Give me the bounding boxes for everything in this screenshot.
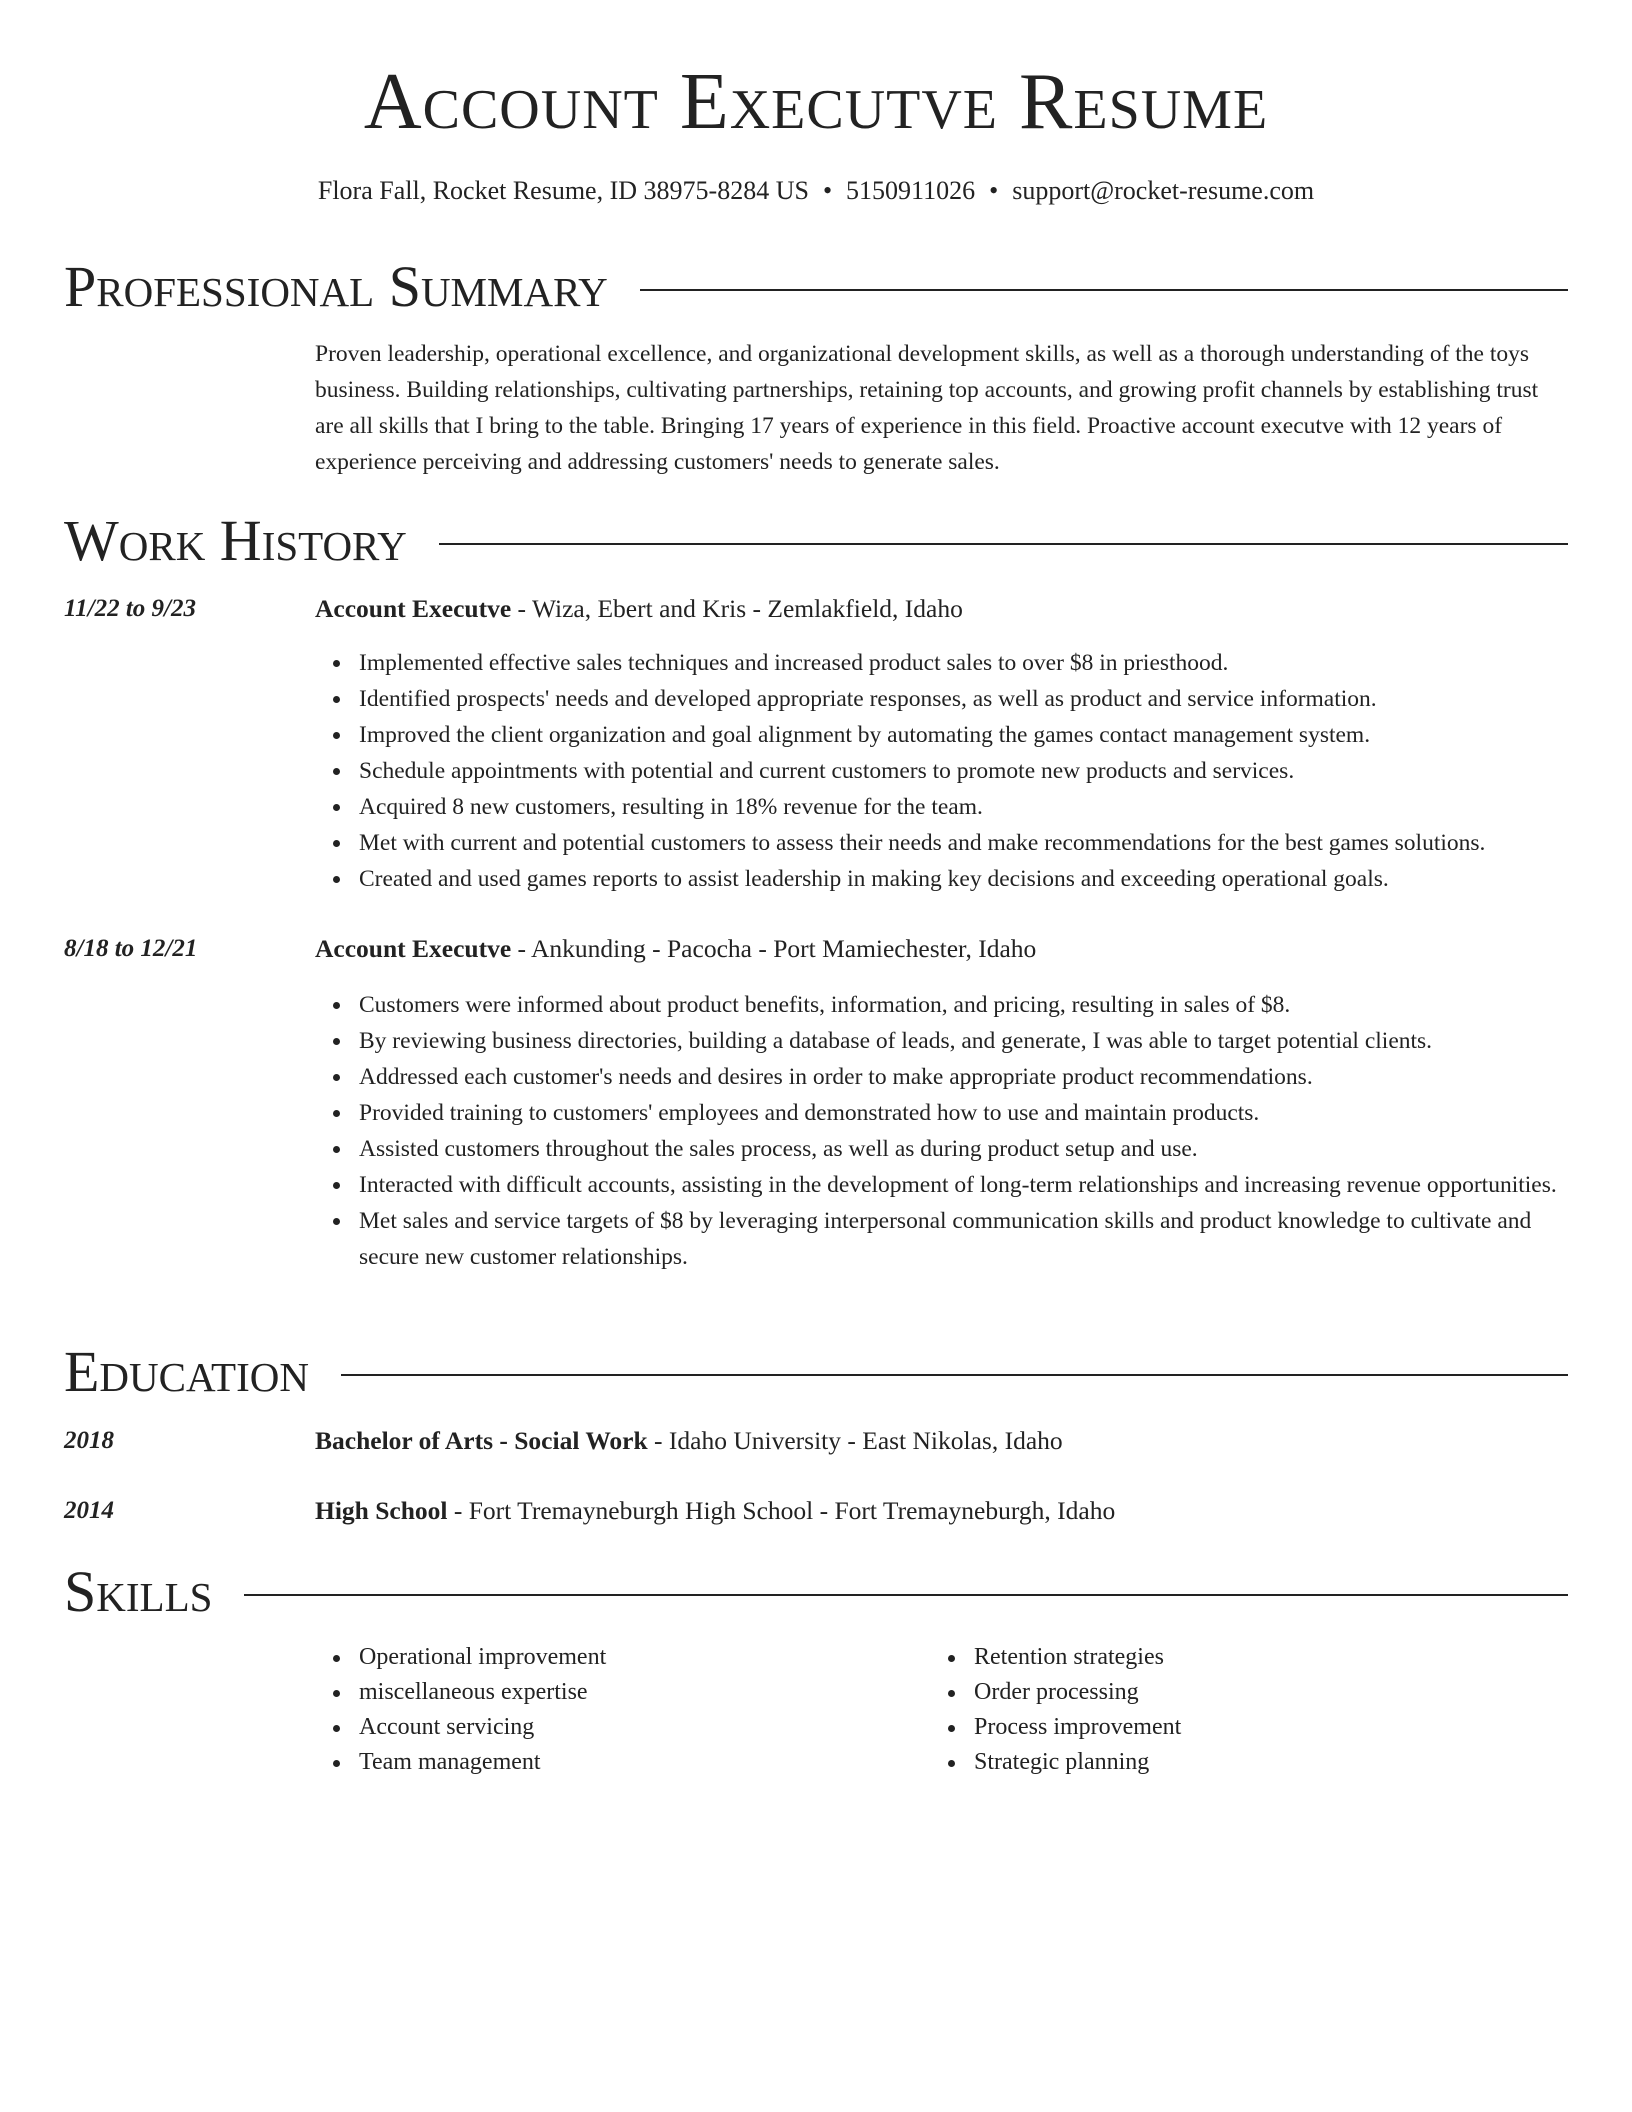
section-divider <box>341 1374 1568 1376</box>
contact-line <box>0 174 1632 208</box>
contact-email: support@rocket-resume.com <box>1012 176 1315 205</box>
education-heading: Education <box>64 1339 309 1404</box>
skill-item: Account servicing <box>359 1710 915 1745</box>
education-1-year: 2018 <box>64 1427 114 1454</box>
section-divider <box>439 543 1568 545</box>
list-item: Implemented effective sales techniques and increased product sales to over $8 in priesthood. <box>359 645 1568 681</box>
list-item: Acquired 8 new customers, resulting in 18% revenue for the team. <box>359 789 1568 825</box>
summary-section-header <box>64 252 1568 322</box>
education-section-header <box>64 1337 1568 1407</box>
job-2-bullets <box>315 987 1568 1275</box>
resume-title: Account Executve Resume <box>363 58 1269 146</box>
skills-section-header <box>64 1557 1568 1627</box>
job-1-details: - Wiza, Ebert and Kris - Zemlakfield, Idaho <box>511 594 963 623</box>
job-2-details: - Ankunding - Pacocha - Port Mamiechester, Idaho <box>511 934 1037 963</box>
section-divider <box>244 1594 1568 1596</box>
section-divider <box>640 289 1568 291</box>
job-2-title: Account Executve <box>315 934 512 963</box>
list-item: Customers were informed about product benefits, information, and pricing, resulting in sales of $8. <box>359 987 1568 1023</box>
skill-item: Operational improvement <box>359 1640 915 1675</box>
work-section-header <box>64 506 1568 576</box>
education-1-entry <box>315 1424 1568 1458</box>
skills-heading: Skills <box>64 1559 213 1624</box>
skill-item: Strategic planning <box>974 1745 1530 1780</box>
job-2-dates: 8/18 to 12/21 <box>64 935 198 962</box>
list-item: Met sales and service targets of $8 by leveraging interpersonal communication skills and product knowledge to cultivate and secure new customer relationships. <box>359 1203 1568 1275</box>
contact-phone: 5150911026 <box>846 176 976 205</box>
skill-item: miscellaneous expertise <box>359 1675 915 1710</box>
skills-list-right <box>930 1640 1530 1780</box>
list-item: Provided training to customers' employees and demonstrated how to use and maintain products. <box>359 1095 1568 1131</box>
list-item: Improved the client organization and goal alignment by automating the games contact management system. <box>359 717 1568 753</box>
list-item: Identified prospects' needs and developed appropriate responses, as well as product and service information. <box>359 681 1568 717</box>
contact-separator: • <box>822 176 833 205</box>
job-1-bullets <box>315 645 1568 897</box>
list-item: Schedule appointments with potential and current customers to promote new products and services. <box>359 753 1568 789</box>
education-2-details: - Fort Tremayneburgh High School - Fort Tremayneburgh, Idaho <box>447 1496 1116 1525</box>
job-1-dates: 11/22 to 9/23 <box>64 595 196 622</box>
education-1-degree: Bachelor of Arts - Social Work <box>315 1426 648 1455</box>
skills-list-left <box>315 1640 915 1780</box>
summary-text: Proven leadership, operational excellence, and organizational development skills, as well as a thorough understanding of the toys business. Building relationships, cultivating partnerships, retaining top accounts, and growing profit channels by establishing trust are all skills that I bring to the table. Bringing 17 years of experience in this field. Proactive account executve with 12 years of experience perceiving and addressing customers' needs to generate sales. <box>315 341 1539 475</box>
summary-heading: Professional Summary <box>64 254 608 319</box>
education-2-degree: High School <box>315 1496 448 1525</box>
education-2-year: 2014 <box>64 1497 114 1524</box>
work-heading: Work History <box>64 508 407 573</box>
list-item: Assisted customers throughout the sales process, as well as during product setup and use. <box>359 1131 1568 1167</box>
list-item: Created and used games reports to assist leadership in making key decisions and exceeding operational goals. <box>359 861 1568 897</box>
skill-item: Retention strategies <box>974 1640 1530 1675</box>
skill-item: Team management <box>359 1745 915 1780</box>
skill-item: Process improvement <box>974 1710 1530 1745</box>
list-item: Met with current and potential customers to assess their needs and make recommendations for the best games solutions. <box>359 825 1568 861</box>
contact-address: Flora Fall, Rocket Resume, ID 38975-8284 US <box>317 176 809 205</box>
list-item: Addressed each customer's needs and desires in order to make appropriate product recommendations. <box>359 1059 1568 1095</box>
job-2-header <box>315 932 1568 966</box>
education-2-entry <box>315 1494 1568 1528</box>
skill-item: Order processing <box>974 1675 1530 1710</box>
job-1-title: Account Executve <box>315 594 512 623</box>
education-1-details: - Idaho University - East Nikolas, Idaho <box>647 1426 1063 1455</box>
list-item: Interacted with difficult accounts, assisting in the development of long-term relationships and increasing revenue opportunities. <box>359 1167 1568 1203</box>
list-item: By reviewing business directories, building a database of leads, and generate, I was able to target potential clients. <box>359 1023 1568 1059</box>
job-1-header <box>315 592 1568 626</box>
contact-separator: • <box>989 176 999 205</box>
